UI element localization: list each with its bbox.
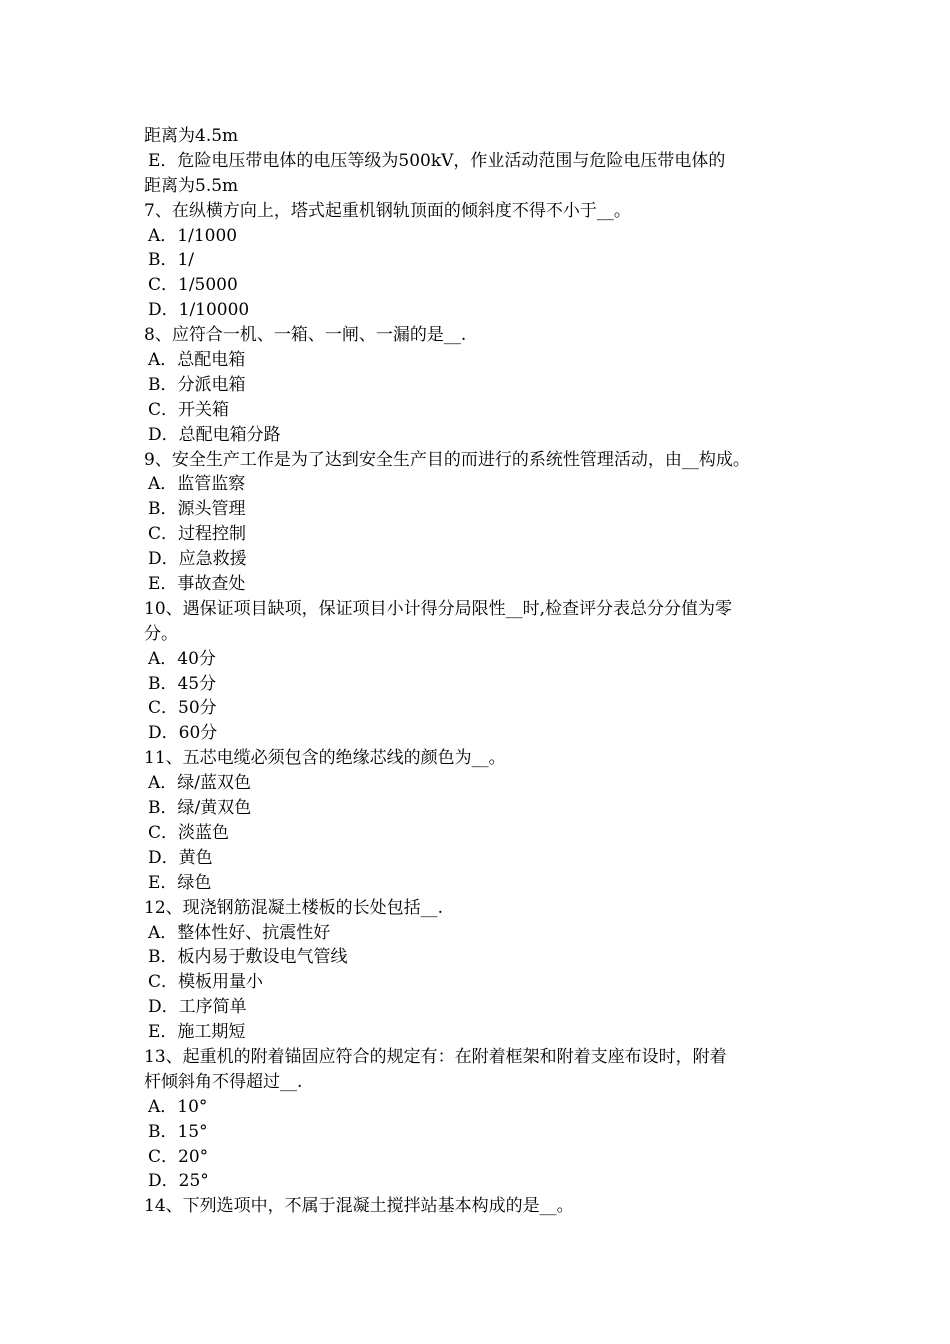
option-line: D．应急救援 bbox=[148, 549, 247, 570]
option-line: A．10° bbox=[148, 1096, 208, 1117]
option-line: E．事故查处 bbox=[148, 574, 246, 595]
option-line: D．工序简单 bbox=[148, 997, 247, 1018]
question-line: 12、现浇钢筋混凝土楼板的长处包括__. bbox=[144, 897, 444, 918]
question-line: 13、起重机的附着锚固应符合的规定有：在附着框架和附着支座布设时，附着 bbox=[144, 1046, 727, 1067]
option-line: C．1/5000 bbox=[148, 275, 238, 296]
option-line: A．监管监察 bbox=[148, 474, 246, 495]
option-line: D．60分 bbox=[148, 723, 218, 744]
question-line: 14、下列选项中，不属于混凝土搅拌站基本构成的是__。 bbox=[144, 1196, 574, 1217]
option-line: C．过程控制 bbox=[148, 524, 247, 545]
text-line: 距离为4.5m bbox=[144, 126, 239, 146]
option-line: E．施工期短 bbox=[148, 1022, 246, 1043]
question-line: 8、应符合一机、一箱、一闸、一漏的是__. bbox=[144, 325, 467, 346]
option-line: A．40分 bbox=[148, 648, 216, 669]
option-line: B．源头管理 bbox=[148, 499, 246, 520]
option-line: A．绿/蓝双色 bbox=[148, 773, 252, 794]
option-line: B．15° bbox=[148, 1121, 208, 1142]
question-line: 7、在纵横方向上，塔式起重机钢轨顶面的倾斜度不得不小于__。 bbox=[144, 200, 631, 221]
text-line: 分。 bbox=[144, 623, 178, 644]
option-line: E．绿色 bbox=[148, 872, 212, 893]
option-line: D．1/10000 bbox=[148, 300, 250, 321]
option-line: B．绿/黄双色 bbox=[148, 798, 252, 819]
option-line: C．淡蓝色 bbox=[148, 822, 230, 843]
question-line: 11、五芯电缆必须包含的绝缘芯线的颜色为__。 bbox=[144, 748, 506, 769]
option-line: D．总配电箱分路 bbox=[148, 424, 281, 445]
option-line: A．总配电箱 bbox=[148, 350, 246, 371]
text-line: 距离为5.5m bbox=[144, 175, 239, 196]
option-line: C．模板用量小 bbox=[148, 972, 264, 993]
option-line: B．板内易于敷设电气管线 bbox=[148, 947, 348, 968]
text-line: 杆倾斜角不得超过__. bbox=[144, 1071, 303, 1092]
option-line: B．1/ bbox=[148, 250, 195, 271]
option-line: C．开关箱 bbox=[148, 399, 230, 420]
option-line: C．50分 bbox=[148, 698, 217, 719]
option-line: A．1/1000 bbox=[148, 225, 238, 246]
option-line: D．25° bbox=[148, 1171, 209, 1192]
option-line: C．20° bbox=[148, 1146, 209, 1167]
option-line: A．整体性好、抗震性好 bbox=[148, 922, 331, 943]
question-line: 9、安全生产工作是为了达到安全生产目的而进行的系统性管理活动，由__构成。 bbox=[144, 449, 750, 470]
option-line: B．分派电箱 bbox=[148, 374, 246, 395]
option-line: E．危险电压带电体的电压等级为500kV，作业活动范围与危险电压带电体的 bbox=[148, 150, 726, 171]
option-line: B．45分 bbox=[148, 673, 217, 694]
question-line: 10、遇保证项目缺项，保证项目小计得分局限性__时,检查评分表总分分值为零 bbox=[144, 598, 733, 619]
document-body bbox=[144, 124, 824, 1219]
option-line: D．黄色 bbox=[148, 847, 213, 868]
